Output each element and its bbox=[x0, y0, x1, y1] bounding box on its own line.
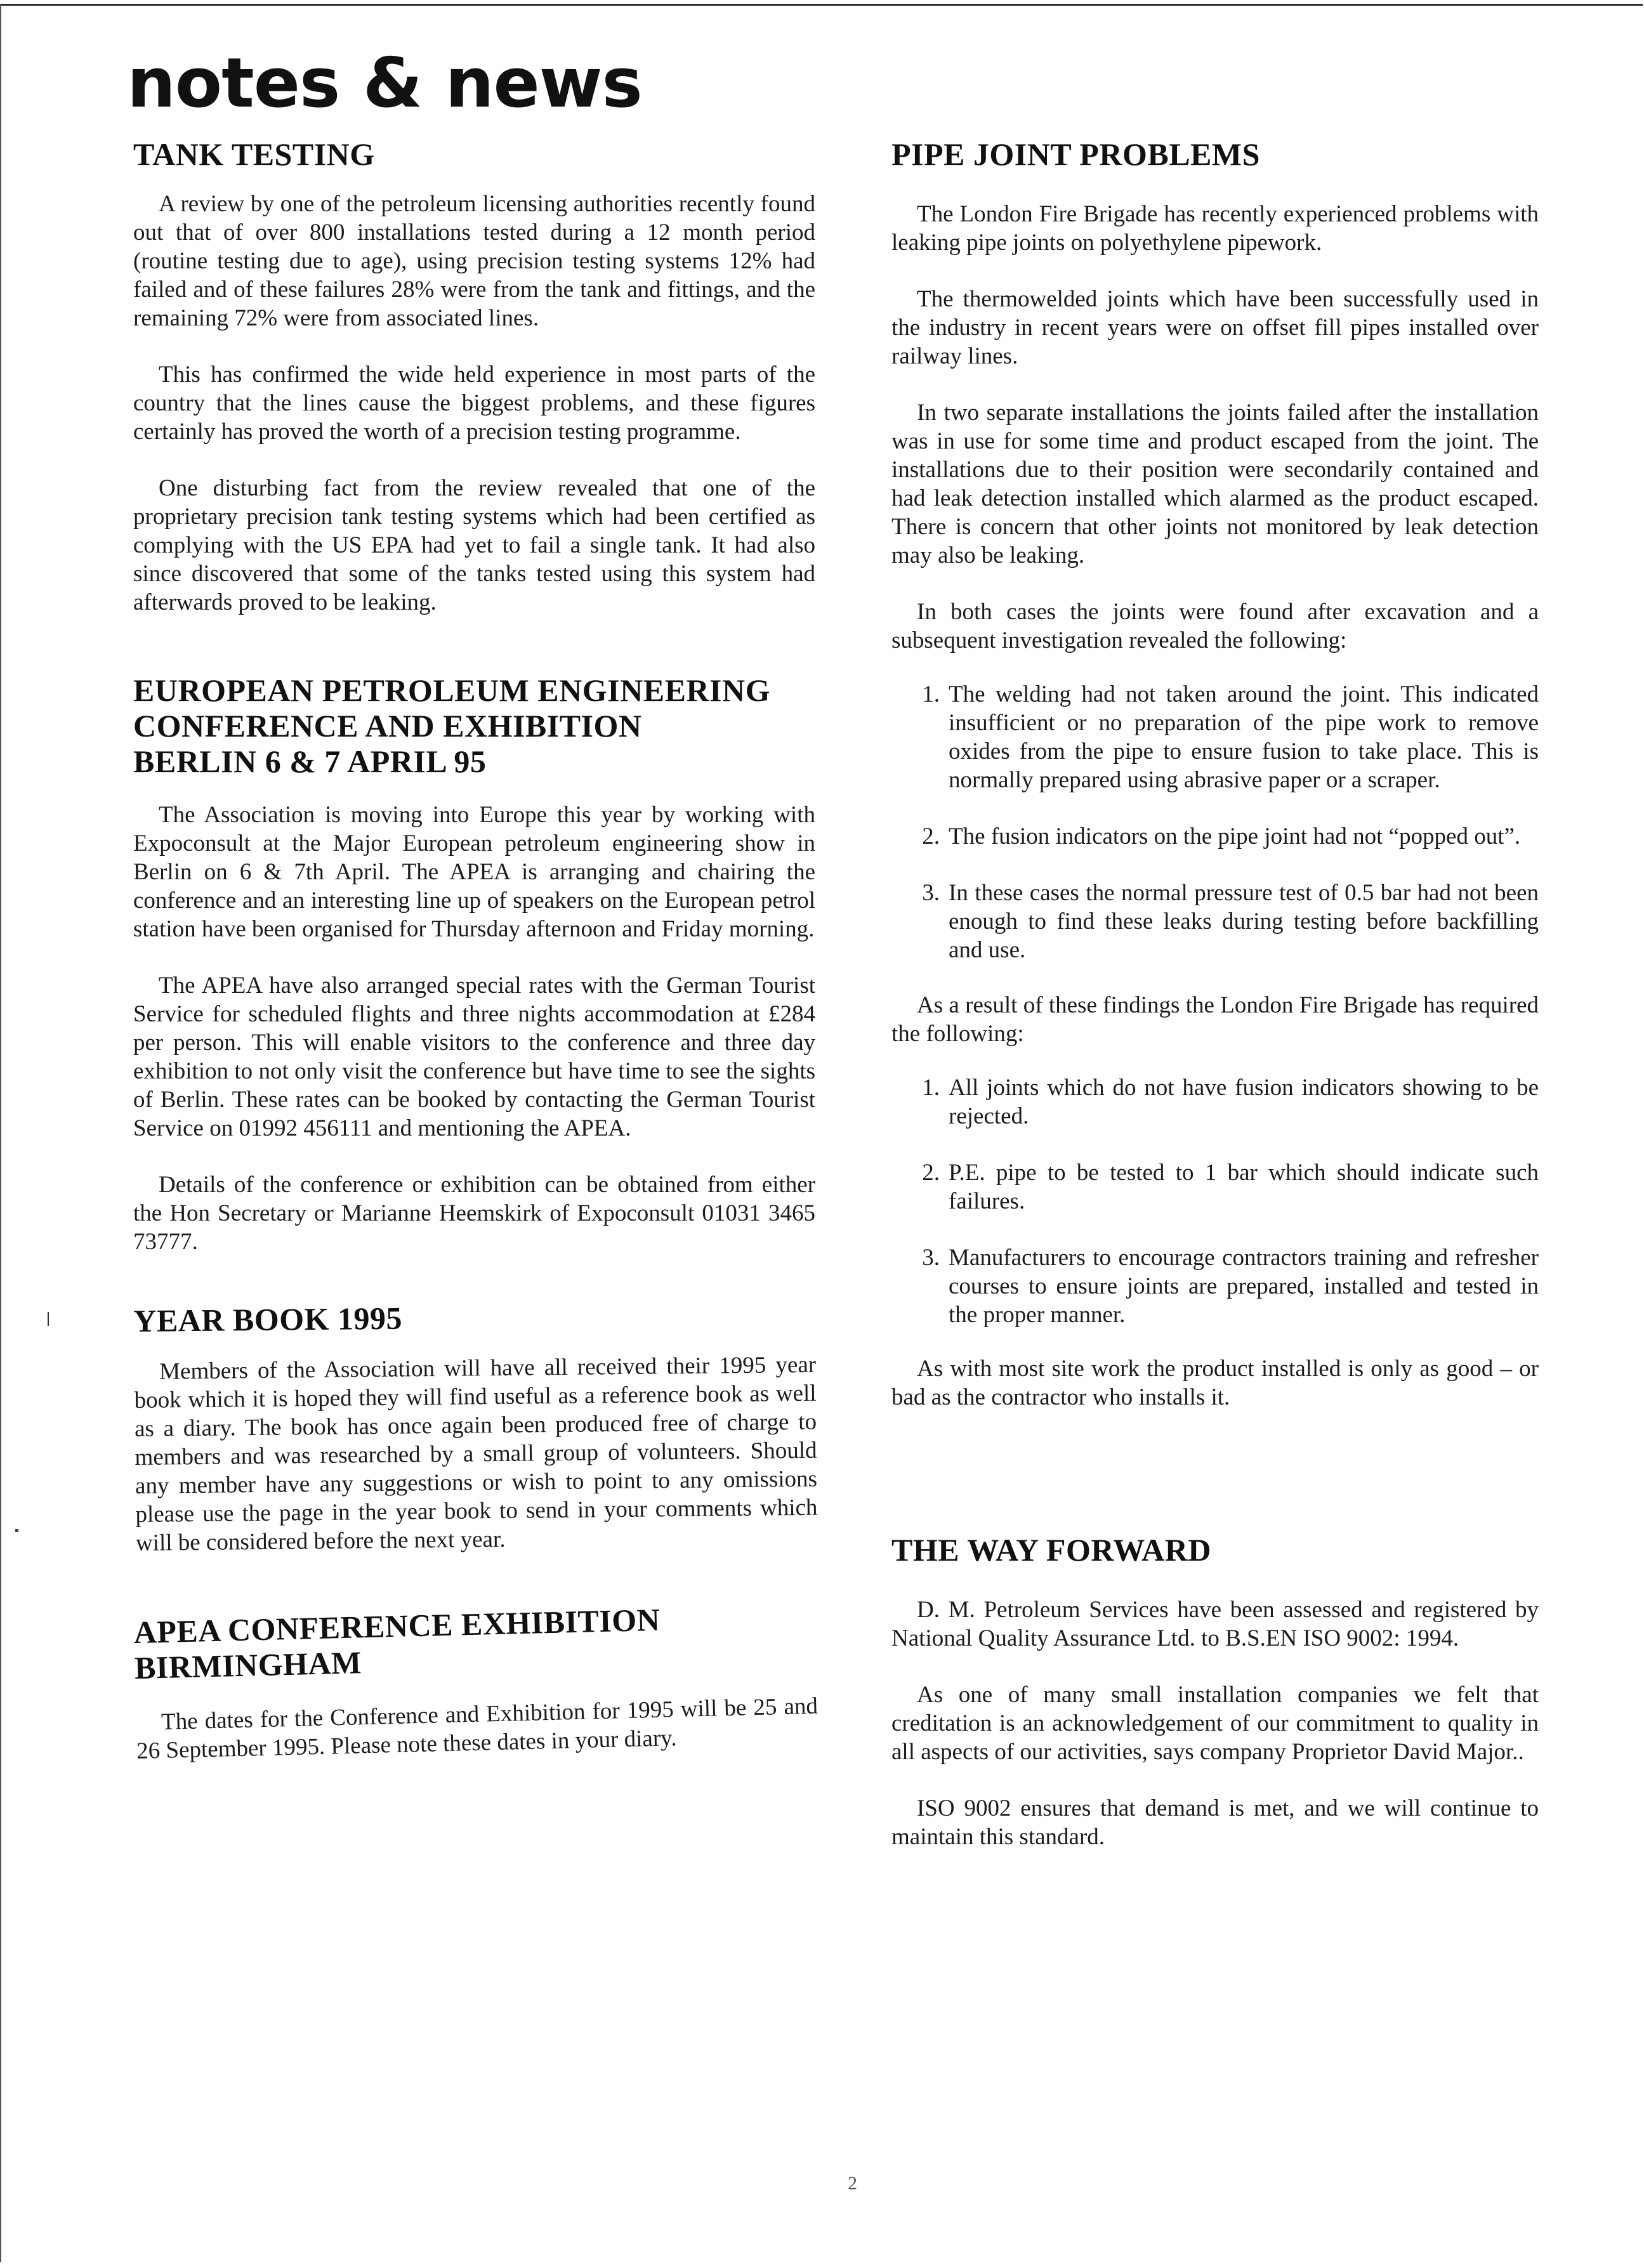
article-title-line: EUROPEAN PETROLEUM ENGINEERING bbox=[133, 672, 770, 708]
list-number: 1. bbox=[922, 1075, 940, 1101]
article-paragraph: In two separate installations the joints failed after the installation was in use for some time and product escaped from the joint. The installations due to their position were secondarily contained and had leak detection installed which alarmed as the product escaped. There is concern that other joints not monitored by leak detection may also be leaking. bbox=[891, 400, 1539, 568]
article-paragraph: The Association is moving into Europe this year by working with Expoconsult at the Major European petroleum engineering show in Berlin on 6 & 7th April. The APEA is arranging and chairing the conference and an interesting line up of speakers on the European petrol station have been organised for Thursday afternoon and Friday morning. bbox=[133, 802, 815, 942]
article-paragraph: The thermowelded joints which have been successfully used in the industry in recent years were on offset fill pipes installed over railway lines. bbox=[891, 286, 1539, 369]
article-paragraph: ISO 9002 ensures that demand is met, and we will continue to maintain this standard. bbox=[891, 1795, 1539, 1850]
article-paragraph: A review by one of the petroleum licensing authorities recently found out that of over 800 installations tested during a 12 month period (routine testing due to age), using precision testing systems 12% had failed and of these failures 28% were from the tank and fittings, and the remaining 72% were from associated lines. bbox=[133, 191, 815, 331]
article-paragraph: The APEA have also arranged special rates with the German Tourist Service for scheduled flights and three nights accommodation at £284 per person. This will enable visitors to the conference and three day exhibition to not only visit the conference but have time to see the sights of Berlin. These rates can be booked by contacting the German Tourist Service on 01992 456111 and mentioning the APEA. bbox=[133, 973, 815, 1141]
article-title: PIPE JOINT PROBLEMS bbox=[891, 136, 1260, 172]
article-paragraph: Members of the Association will have all received their 1995 year book which it is hoped they will find useful as a reference book as well as a diary. The book has once again been produced free of charge to members and was researched by a small group of volunteers. Should any member have any suggestions or wish to point to any omissions please use the page in the year book to send in your comments which will be considered before the next year. bbox=[134, 1351, 818, 1556]
list-text: The fusion indicators on the pipe joint had not “popped out”. bbox=[949, 823, 1521, 849]
list-text: P.E. pipe to be tested to 1 bar which should indicate such failures. bbox=[949, 1160, 1539, 1214]
list-number: 2. bbox=[922, 823, 940, 849]
list-number: 1. bbox=[922, 681, 940, 707]
list-item bbox=[891, 822, 1539, 851]
article-title-line: CONFERENCE AND EXHIBITION bbox=[133, 708, 642, 744]
list-text: In these cases the normal pressure test of 0.5 bar had not been enough to find these leaks during testing before backfilling and use. bbox=[949, 880, 1539, 963]
list-text: The welding had not taken around the joint. This indicated insufficient or no preparation of the pipe work to remove oxides from the pipe to ensure fusion to take place. This is normally prepared using abrasive paper or a scraper. bbox=[949, 681, 1539, 793]
page-edge bbox=[0, 4, 1, 2262]
article-paragraph: As with most site work the product installed is only as good – or bad as the contractor who installs it. bbox=[891, 1356, 1539, 1410]
list-number: 3. bbox=[922, 1245, 940, 1271]
article-paragraph: D. M. Petroleum Services have been assessed and registered by National Quality Assurance Ltd. to B.S.EN ISO 9002: 1994. bbox=[891, 1597, 1539, 1651]
article-paragraph: As one of many small installation companies we felt that creditation is an acknowledgement of our commitment to quality in all aspects of our activities, says company Proprietor David Major.. bbox=[891, 1682, 1539, 1765]
tank-testing-article bbox=[133, 136, 815, 617]
article-title-line: BERLIN 6 & 7 APRIL 95 bbox=[133, 744, 487, 779]
article-paragraph: This has confirmed the wide held experience in most parts of the country that the lines cause the biggest problems, and these figures certainly has proved the worth of a precision testing programme. bbox=[133, 362, 815, 445]
article-paragraph: Details of the conference or exhibition can be obtained from either the Hon Secretary or Marianne Heemskirk of Expoconsult 01031 3465 73777. bbox=[133, 1172, 815, 1255]
list-text: All joints which do not have fusion indicators showing to be rejected. bbox=[949, 1075, 1539, 1129]
article-paragraph: The London Fire Brigade has recently experienced problems with leaking pipe joints on polyethylene pipework. bbox=[891, 201, 1539, 256]
list-item bbox=[891, 879, 1539, 964]
list-text: Manufacturers to encourage contractors training and refresher courses to ensure joints are prepared, installed and tested in the proper manner. bbox=[949, 1245, 1539, 1328]
article-paragraph: One disturbing fact from the review revealed that one of the proprietary precision tank testing systems which had been certified as complying with the US EPA had yet to fail a single tank. It had also since discovered that some of the tanks tested using this system had afterwards proved to be leaking. bbox=[133, 475, 815, 615]
top-rule bbox=[1, 4, 1643, 6]
list-number: 2. bbox=[922, 1160, 940, 1186]
article-paragraph: As a result of these findings the London Fire Brigade has required the following: bbox=[891, 992, 1539, 1047]
margin-mark bbox=[48, 1312, 49, 1326]
article-paragraph: In both cases the joints were found after excavation and a subsequent investigation revealed the following: bbox=[891, 599, 1539, 653]
requirements-list bbox=[891, 1073, 1539, 1329]
apea-conference-article bbox=[133, 1598, 819, 1766]
margin-dot bbox=[15, 1529, 18, 1532]
right-column bbox=[891, 136, 1539, 1851]
pipe-joint-article bbox=[891, 136, 1539, 1412]
article-title-line: BIRMINGHAM bbox=[134, 1644, 362, 1686]
european-conference-article bbox=[133, 672, 815, 1256]
article-title-line: APEA CONFERENCE EXHIBITION bbox=[133, 1601, 661, 1650]
article-paragraph: The dates for the Conference and Exhibition for 1995 will be 25 and 26 September 1995. Please note these dates in your diary. bbox=[136, 1693, 819, 1764]
findings-list bbox=[891, 680, 1539, 964]
masthead-title: notes & news bbox=[127, 44, 642, 123]
list-item bbox=[891, 1158, 1539, 1216]
left-column bbox=[133, 136, 819, 1766]
list-item bbox=[891, 1243, 1539, 1329]
article-title: THE WAY FORWARD bbox=[891, 1532, 1211, 1568]
year-book-article bbox=[133, 1296, 818, 1557]
list-number: 3. bbox=[922, 880, 940, 906]
list-item bbox=[891, 1073, 1539, 1131]
way-forward-article bbox=[891, 1532, 1539, 1851]
page-number: 2 bbox=[848, 2173, 857, 2194]
article-title: TANK TESTING bbox=[133, 136, 375, 172]
list-item bbox=[891, 680, 1539, 794]
article-title: YEAR BOOK 1995 bbox=[133, 1300, 403, 1339]
